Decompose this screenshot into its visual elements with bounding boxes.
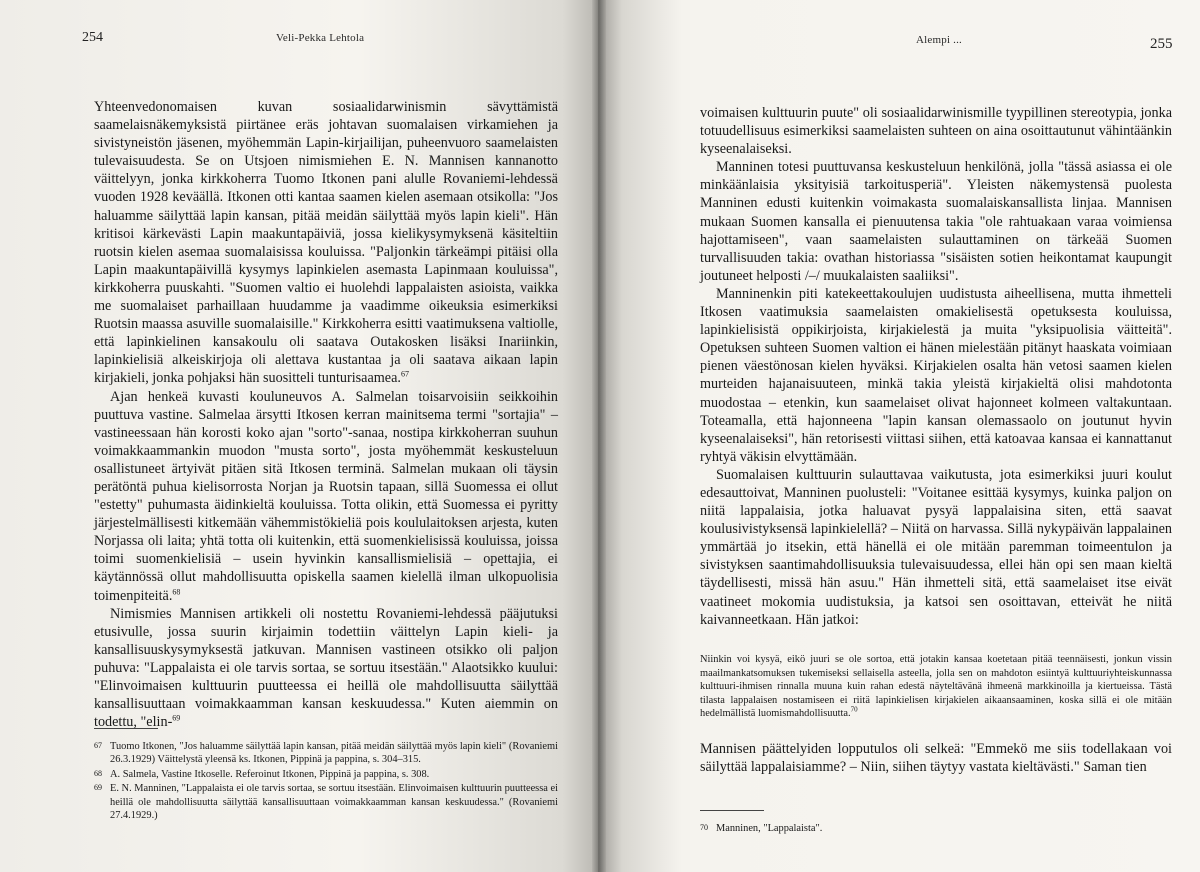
footnote-rule [94, 728, 158, 729]
footnote-marker: 68 [172, 586, 181, 596]
paragraph: Mannisen päättelyiden lopputulos oli selkeä: "Emmekö me siis todellakaan voi säilyttää lappalaisiamme? – Niin, siihen täytyy vastata kieltävästi." Saman tien [700, 741, 1172, 776]
footnote [94, 768, 558, 781]
running-head: Alempi ... [916, 34, 962, 46]
paragraph-text: Ajan henkeä kuvasti kouluneuvos A. Salmelan toisarvoisiin seikkoihin puuttuva vastine. Salmelaa ärsytti Itkosen kerran mainitsema termi "sortajia" – vastineessaan hän korosti koko ajan "sorto"-sanaa, nostipa kirkkoherran suuhun voimakkaammankin muodon "musta sorto", josta myöhemmät keskusteluun osallistuneet ärtyivät pitäen sitä Itkosen terminä. Salmelan mukaan oli täysin perätöntä puhua kielisorrosta Norjan ja Ruotsin tapaan, sillä Suomessa ei ollut "estetty" puhumasta äidinkieltä kouluissa. Totta olikin, että Suomessa ei pyritty järjestelmällisesti kitkemään vähemmistökieliä pois koululaitoksen arjesta, kuten Norjassa oli laita; yhtä totta oli kuitenkin, että suomenkielisissä kouluissa, joissa toimi suomenkielisiä – usein hyvinkin kansallismielisiä – opettajia, ei käytännössä ollut mahdollisuutta opiskella saamen kielellä ilman ulkopuolisia toimenpiteitä. [94, 388, 558, 604]
after-quote-text [700, 740, 1172, 776]
footnote-marker: 69 [172, 713, 181, 723]
block-quote-paragraph [700, 653, 1172, 721]
footnote-number: 68 [94, 768, 102, 778]
footnotes [700, 822, 1172, 836]
paragraph [94, 605, 558, 732]
body-text [94, 98, 558, 731]
footnote-rule [700, 810, 764, 811]
paragraph: Suomalaisen kulttuurin sulauttavaa vaikutusta, jota esimerkiksi juuri koulut edesauttoivat, Manninen puolusteli: "Voitanee esittää kysymys, kuinka paljon on niitä lappalaisia, jotka haluavat pysyä lappalaisina siten, että saavat koulusivistyksensä lapinkielellä? – Niitä on harvassa. Sillä nykypäivän lappalainen ymmärtää jo itsekin, että hänellä ei ole mitään paremman toimeentulon ja sivistyksen saantimahdollisuuksia tulevaisuudessa, ellei hän opi sen maan kieltä täydellisesti, missä hän asuu." Hän ihmetteli sitä, että saamelaiset itse eivät vaatineet mokomia uudistuksia, ja katsoi sen osoittavan, etteivät he niitä kaivanneetkaan. Hän jatkoi: [700, 466, 1172, 628]
footnote [94, 782, 558, 822]
paragraph: Manninen totesi puuttuvansa keskusteluun henkilönä, jolla "tässä asiassa ei ole minkäänlaisia yksityisiä tarkoitusperiä". Yleisten näkemystensä puolesta Manninen edusti kuitenkin voimakasta suomalaiskansallista linjaa. Mannisen mukaan Suomen kansalla ei pienuutensa takia "ole rahtuakaan varaa voimiensa hajottamiseen", vaan saamelaisten sulauttaminen on tärkeää Suomen turvallisuuden takia: ovathan historiassa "sisäisten sotien heikontamat kaupungit joutuneet helposti /–/ muukalaisten saaliiksi". [700, 159, 1172, 284]
paragraph-text: Nimismies Mannisen artikkeli oli nostettu Rovaniemi-lehdessä pääjutuksi etusivulle, jossa suurin kirjaimin todettiin väittelyn Lapin kieli- ja kansallisuuskysymyksestä jatkuvan. Mannisen vastineen otsikko oli paljon puhuva: "Lappalaista ei ole tarvis sortaa, se sortuu itsestään." Alaotsikko kuului: "Elinvoimaisen kulttuurin puutteessa ei heillä ole mahdollisuutta säilyttää kansallisuuttaan voimakkaamman kansan keskuudessa." Kuten aiemmin on todettu, "elin- [94, 605, 558, 731]
footnote-text: Manninen, "Lappalaista". [716, 823, 823, 834]
footnote-text: E. N. Manninen, "Lappalaista ei ole tarvis sortaa, se sortuu itsestään. Elinvoimaisen kulttuurin puutteessa ei heillä ole mahdollisuutta säilyttää kansallisuuttaan voimakkaamman kansan keskuudessa." (Rovaniemi 27.4.1929.) [110, 783, 558, 822]
footnote-marker: 67 [400, 369, 409, 379]
footnotes [94, 740, 558, 823]
block-quote-text: Niinkin voi kysyä, eikö juuri se ole sortoa, että jotakin kansaa koetetaan pitää teennäisesti, jonkun vissin maailmankatsomuksen tukemiseksi sellaisella asteella, jolla sen on mahdoton esiintyä kulttuuriyhteiskunnassa kulttuuri-ihmisen rinnalla muuna kuin rahan edestä näyteltävänä ihmeenä markkinoilla ja kiertueissa. Tästä tilasta lappalaisen nostamiseen ei riitä lapinkielisen kirjakielen aikaansaaminen, koska sillä ei ole mitään hedelmällistä luomismahdollisuutta. [700, 654, 1172, 720]
body-text [700, 104, 1172, 629]
book-gutter [592, 0, 606, 872]
running-head: Veli-Pekka Lehtola [276, 32, 365, 44]
footnote-text: A. Salmela, Vastine Itkoselle. Referoinut Itkonen, Pippinä ja pappina, s. 308. [110, 768, 430, 780]
footnote [700, 822, 1172, 835]
footnote-number: 69 [94, 783, 102, 793]
footnote-number: 70 [700, 823, 708, 832]
paragraph [94, 98, 558, 388]
left-page [0, 0, 598, 872]
paragraph: voimaisen kulttuurin puute" oli sosiaalidarwinismille tyypillinen stereotypia, jonka totuudellisuus esimerkiksi saamelaisten suhteen on aina osoittautunut vähintäänkin kyseenalaiseksi. [700, 105, 1172, 158]
block-quote [700, 653, 1172, 721]
paragraph-text: Yhteenvedonomaisen kuvan sosiaalidarwinismin sävyttämistä saamelaisnäkemyksistä piirtänee eräs johtavan suomalaisen virkamiehen ja sivistyneistön jäsenen, myöhemmän Lapin-kirjailijan, puheenvuoro saamelaisten tulevaisuudesta. Se on Utsjoen nimismiehen E. N. Mannisen kannanotto väittelyyn, jonka kirkkoherra Tuomo Itkonen pani alulle Rovaniemi-lehdessä vuoden 1928 keväällä. Itkonen otti kantaa saamen kielen asemaan otsikolla: "Jos haluamme säilyttää lapin kansan, pitää meidän säilyttää myös lapin kieli". Hän kritisoi kärkevästi Lapin maakuntapäiviä, jossa kielikysymyksenä käsiteltiin ruotsin kielen asemaa suomalaisissa kouluissa. "Paljonkin tärkeämpi pitäisi olla Lapin maakuntapäivillä kysymys lapinkielen asemasta Lapinmaan kouluissa", kirkkoherra puuskahti. "Suomen valtio ei huolehdi lappalaisten asioista, vaikka me suomalaiset parhaillaan huudamme ja vaadimme oikeuksia esimerkiksi Ruotsin maassa asuville suomalaisille." Kirkkoherra esitti vaatimuksena valtiolle, että lapinkielinen kansakoulu oli saatava Outakosken lisäksi Inariinkin, lapinkielisiä alkeiskirjoja oli alettava kustantaa ja oli saatava aikaan lapin kirjakieli, jonka pohjaksi hän suositteli tunturisaamea. [94, 99, 558, 387]
footnote [94, 740, 558, 767]
page-number: 255 [1150, 36, 1173, 52]
paragraph: Manninenkin piti katekeettakoulujen uudistusta aiheellisena, mutta ihmetteli Itkosen vaatimuksia saamelaisten omakielisestä opetuksesta kouluissa, lapinkielisistä oppikirjoista, kirjakielestä ja muita "yksipuolisia väitteitä". Opetuksen suhteen Suomen valtion ei hänen mielestään pitänyt haaskata voimiaan pienen väestönosan kielen hyväksi. Kirjakielen osalta hän vetosi saamen kielen murteiden hajanaisuuteen, minkä takia yleistä kirjakieltä olisi mahdotonta muodostaa – etenkin, kun saamelaiset olivat hajonneet kolmeen valtakuntaan. Toteamalla, että hajonneena "lapin kansan olemassaolo on joutunut hyvin kyseenalaiseksi", hän retorisesti viittasi siihen, että katoavaa kansaa ei kannattanut ryhtyä väkisin elvyttämään. [700, 285, 1172, 465]
footnote-text: Tuomo Itkonen, "Jos haluamme säilyttää lapin kansan, pitää meidän säilyttää myös lapin kieli" (Rovaniemi 26.3.1929) Väittelystä yleensä ks. Itkonen, Pippinä ja pappina, s. 304–315. [110, 741, 558, 766]
footnote-number: 67 [94, 741, 102, 750]
paragraph [94, 388, 558, 605]
footnote-marker: 70 [850, 705, 858, 714]
right-page [598, 0, 1200, 872]
page-number: 254 [82, 30, 103, 45]
